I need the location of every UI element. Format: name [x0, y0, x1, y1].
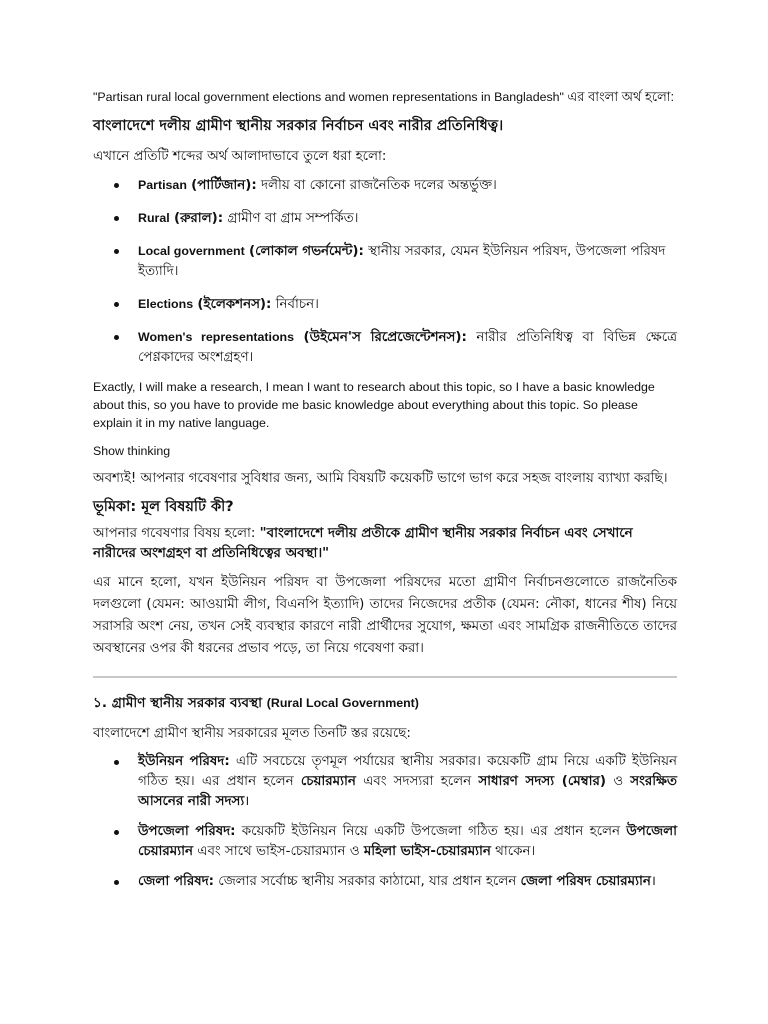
list-item [93, 294, 677, 315]
tier-text: কয়েকটি ইউনিয়ন নিয়ে একটি উপজেলা গঠিত হয়। এর প্রধান হলেন [241, 824, 620, 839]
term-en: Partisan [138, 178, 187, 192]
show-thinking-toggle[interactable]: Show thinking [93, 444, 171, 458]
tier-text: এবং সাথে ভাইস-চেয়ারম্যান ও [197, 844, 360, 859]
term-definition: দলীয় বা কোনো রাজনৈতিক দলের অন্তর্ভুক্ত। [261, 178, 497, 193]
term-bn: (লোকাল গভর্নমেন্ট): [248, 244, 364, 259]
answer-opening: অবশ্যই! আপনার গবেষণার সুবিধার জন্য, আমি বিষয়টি কয়েকটি ভাগে ভাগ করে সহজ বাংলায় ব্যাখ্যা করছি। [93, 471, 668, 486]
term-definition: স্থানীয় সরকার, যেমন ইউনিয়ন পরিষদ, উপজেলা পরিষদ ইত্যাদি। [138, 244, 666, 279]
tier-name: ইউনিয়ন পরিষদ: [138, 754, 230, 769]
tier-text: ও [613, 774, 624, 789]
topic-explanation: এর মানে হলো, যখন ইউনিয়ন পরিষদ বা উপজেলা পরিষদের মতো গ্রামীণ নির্বাচনগুলোতে রাজনৈতিক দলগুলো (যেমন: আওয়ামী লীগ, বিএনপি ইত্যাদি) তাদের নিজেদের প্রতীক (যেমন: নৌকা, ধানের শীষ) নিয়ে সরাসরি অংশ নেয়, তখন সেই ব্যবস্থার কারণে নারী প্রার্থীদের সুযোগ, ক্ষমতা এবং সামগ্রিক রাজনীতিতে তাদের অবস্থানের ওপর কী ধরনের প্রভাব পড়ে, তা নিয়ে গবেষণা করা। [93, 575, 677, 656]
tier-text: এবং সদস্যরা হলেন [363, 774, 472, 789]
term-bn: (ইলেকশনস): [197, 297, 272, 312]
topic-bold: "বাংলাদেশে দলীয় প্রতীকে গ্রামীণ স্থানীয় সরকার নির্বাচন এবং সেখানে নারীদের অংশগ্রহণ বা প্রতিনিধিত্বের অবস্থা।" [93, 526, 633, 561]
tier-emphasis: উপজেলা চেয়ারম্যান [138, 824, 677, 859]
tier-text: এটি সবচেয়ে তৃণমূল পর্যায়ের স্থানীয় সরকার। কয়েকটি গ্রাম নিয়ে একটি ইউনিয়ন গঠিত হয়। এর প্রধান হলেন [138, 754, 677, 789]
tier-name: জেলা পরিষদ: [138, 874, 214, 889]
term-bn: (রুরাল): [173, 211, 224, 226]
term-en: Women's representations [138, 330, 295, 344]
intro-question [93, 88, 677, 106]
tier-emphasis: সাধারণ সদস্য (মেম্বার) [478, 774, 606, 789]
list-item [93, 175, 677, 196]
intro-question-bn: এর বাংলা অর্থ হলো: [567, 89, 675, 104]
list-item [93, 822, 677, 862]
tier-emphasis: জেলা পরিষদ চেয়ারম্যান [520, 874, 651, 889]
topic-statement [93, 524, 677, 564]
breakdown-lead: এখানে প্রতিটি শব্দের অর্থ আলাদাভাবে তুলে ধরা হলো: [93, 149, 387, 164]
bullet-icon [114, 880, 119, 885]
tier-emphasis: সংরক্ষিত আসনের নারী সদস্য [138, 774, 677, 809]
tier-name: উপজেলা পরিষদ: [138, 824, 236, 839]
tier-text: । [244, 794, 250, 809]
tier-emphasis: চেয়ারম্যান [300, 774, 356, 789]
term-bn: (পার্টিজান): [191, 178, 257, 193]
topic-lead: আপনার গবেষণার বিষয় হলো: [93, 526, 256, 541]
term-definition: নির্বাচন। [275, 297, 319, 312]
bullet-icon [114, 302, 119, 307]
section-lead: বাংলাদেশে গ্রামীণ স্থানীয় সরকারের মূলত তিনটি স্তর রয়েছে: [93, 726, 411, 741]
tier-text: জেলার সর্বোচ্চ স্থানীয় সরকার কাঠামো, যার প্রধান হলেন [218, 874, 517, 889]
term-en: Local government [138, 244, 245, 258]
section-divider [93, 676, 677, 678]
bullet-icon [114, 830, 119, 835]
term-bn: (উইমেন'স রিপ্রেজেন্টেশনস): [303, 330, 467, 345]
term-list [93, 175, 677, 368]
list-item [93, 241, 677, 282]
document-page [93, 88, 677, 892]
tier-text: । [650, 874, 656, 889]
tier-emphasis: মহিলা ভাইস-চেয়ারম্যান [363, 844, 491, 859]
bullet-icon [114, 760, 119, 765]
bullet-icon [114, 216, 119, 221]
user-prompt: Exactly, I will make a research, I mean I want to research about this topic, so I have a basic knowledge about this, so you have to provide me basic knowledge about everything about this topic. So please explain it in my native language. [93, 380, 655, 430]
list-item [93, 327, 677, 368]
intro-question-en: "Partisan rural local government elections and women representations in Bangladesh" [93, 90, 564, 104]
tier-list [93, 752, 677, 892]
list-item [93, 208, 677, 229]
bullet-icon [114, 183, 119, 188]
bullet-icon [114, 249, 119, 254]
intro-heading: ভূমিকা: মূল বিষয়টি কী? [93, 499, 234, 515]
section-heading [93, 692, 677, 714]
translation-title: বাংলাদেশে দলীয় গ্রামীণ স্থানীয় সরকার নির্বাচন এবং নারীর প্রতিনিধিত্ব। [93, 118, 504, 134]
section-heading-bn: ১. গ্রামীণ স্থানীয় সরকার ব্যবস্থা [93, 695, 263, 711]
list-item [93, 752, 677, 812]
section-heading-en: (Rural Local Government) [266, 696, 419, 710]
tier-text: থাকেন। [495, 844, 536, 859]
term-en: Elections [138, 297, 194, 311]
term-definition: গ্রামীণ বা গ্রাম সম্পর্কিত। [227, 211, 359, 226]
bullet-icon [114, 335, 119, 340]
term-definition: নারীর প্রতিনিধিত্ব বা বিভিন্ন ক্ষেত্রে পেণ্ণকাদের অংশগ্রহণ। [138, 330, 677, 365]
list-item [93, 872, 677, 892]
term-en: Rural [138, 211, 170, 225]
